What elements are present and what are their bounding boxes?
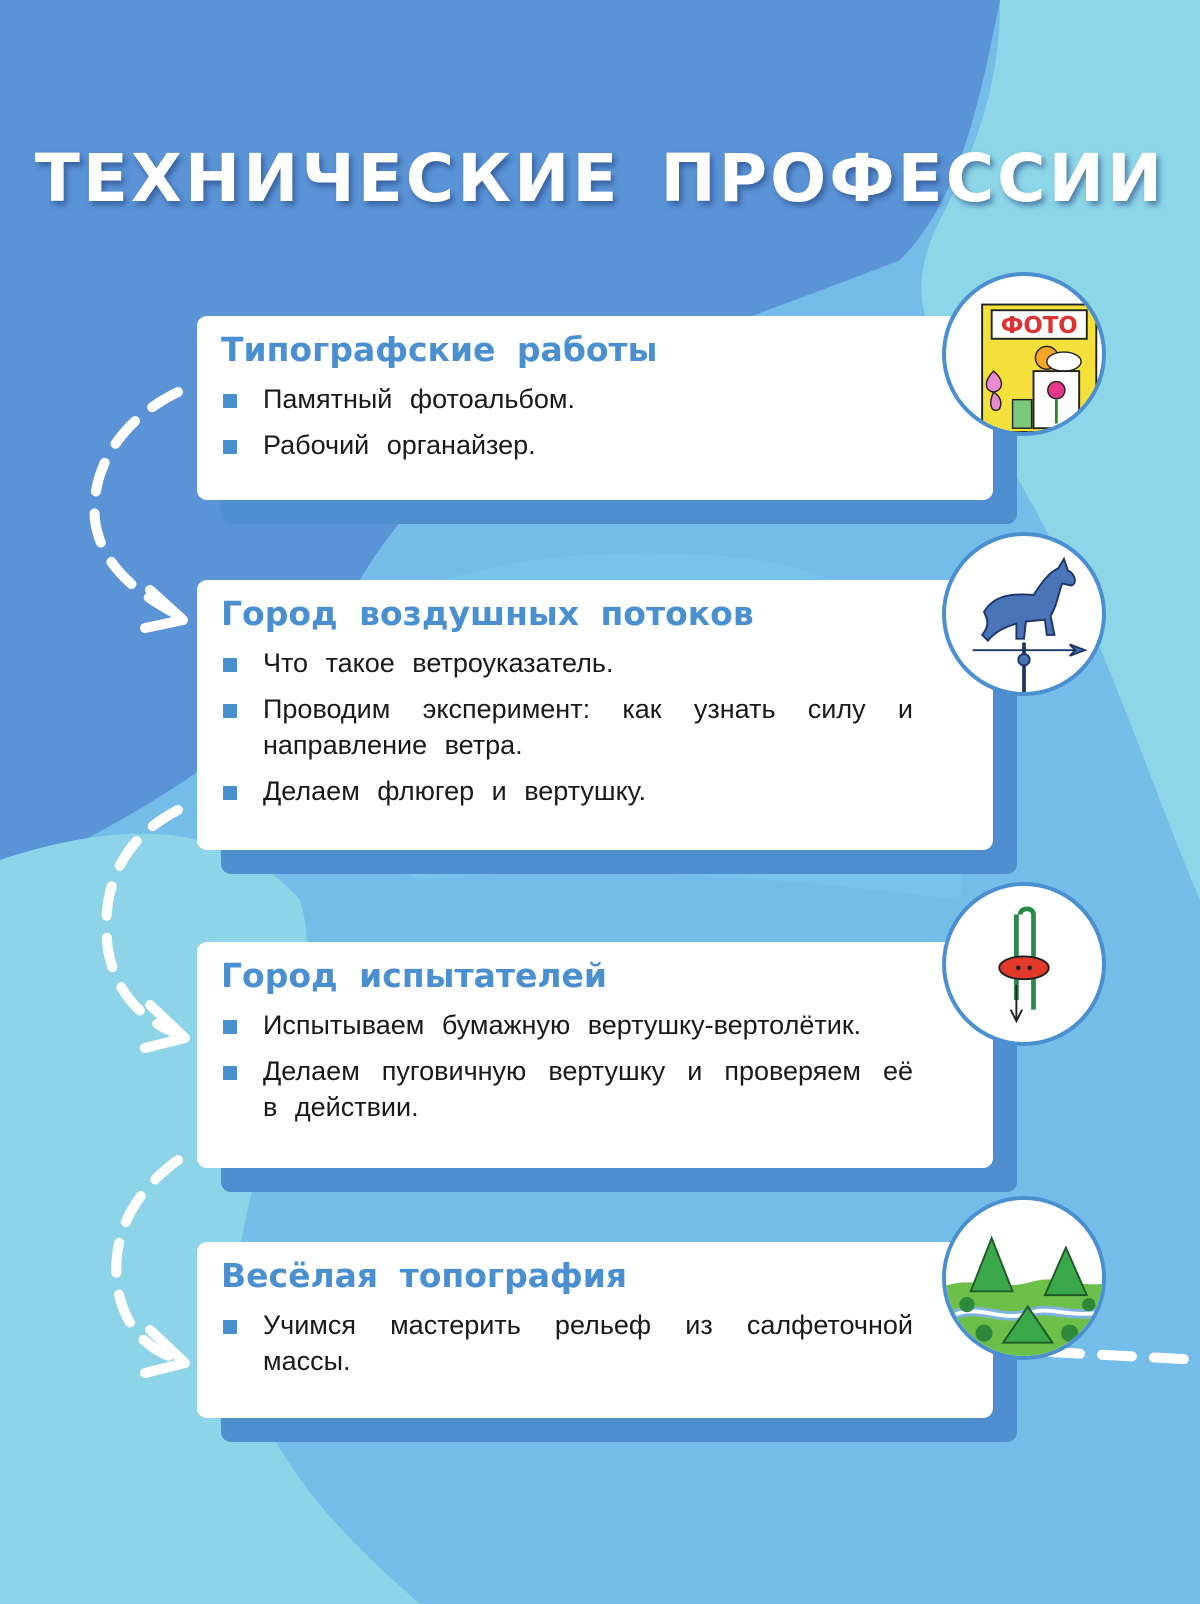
card-body bbox=[197, 942, 993, 1168]
photo-album-icon bbox=[942, 272, 1106, 436]
card-body bbox=[197, 316, 993, 500]
relief-map-icon bbox=[942, 1196, 1106, 1360]
section-card-testers bbox=[197, 942, 993, 1168]
card-body bbox=[197, 1242, 993, 1418]
list-item: Памятный фотоальбом. bbox=[221, 381, 913, 417]
item-list bbox=[221, 645, 913, 809]
section-heading: Типографские работы bbox=[221, 330, 658, 369]
list-item: Делаем пуговичную вертушку и проверяем её в действии. bbox=[221, 1053, 913, 1125]
list-item: Учимся мастерить рельеф из салфеточной массы. bbox=[221, 1307, 913, 1379]
card-body bbox=[197, 580, 993, 850]
photo-label: ФОТО bbox=[1000, 313, 1078, 340]
weathervane-horse-icon bbox=[942, 532, 1106, 696]
section-card-typography bbox=[197, 316, 993, 500]
item-list bbox=[221, 381, 913, 463]
section-heading: Весёлая топография bbox=[221, 1256, 628, 1295]
list-item: Делаем флюгер и вертушку. bbox=[221, 773, 913, 809]
section-card-topography bbox=[197, 1242, 993, 1418]
list-item: Что такое ветроуказатель. bbox=[221, 645, 913, 681]
section-heading: Город испытателей bbox=[221, 956, 608, 995]
item-list bbox=[221, 1007, 913, 1125]
button-spinner-icon bbox=[942, 882, 1106, 1046]
list-item: Проводим эксперимент: как узнать силу и направление ветра. bbox=[221, 691, 913, 763]
section-heading: Город воздушных потоков bbox=[221, 594, 754, 633]
page-title: ТЕХНИЧЕСКИЕ ПРОФЕССИИ bbox=[34, 140, 1166, 217]
item-list bbox=[221, 1307, 913, 1379]
section-card-air-currents bbox=[197, 580, 993, 850]
list-item: Испытываем бумажную вертушку-вертолётик. bbox=[221, 1007, 913, 1043]
list-item: Рабочий органайзер. bbox=[221, 427, 913, 463]
